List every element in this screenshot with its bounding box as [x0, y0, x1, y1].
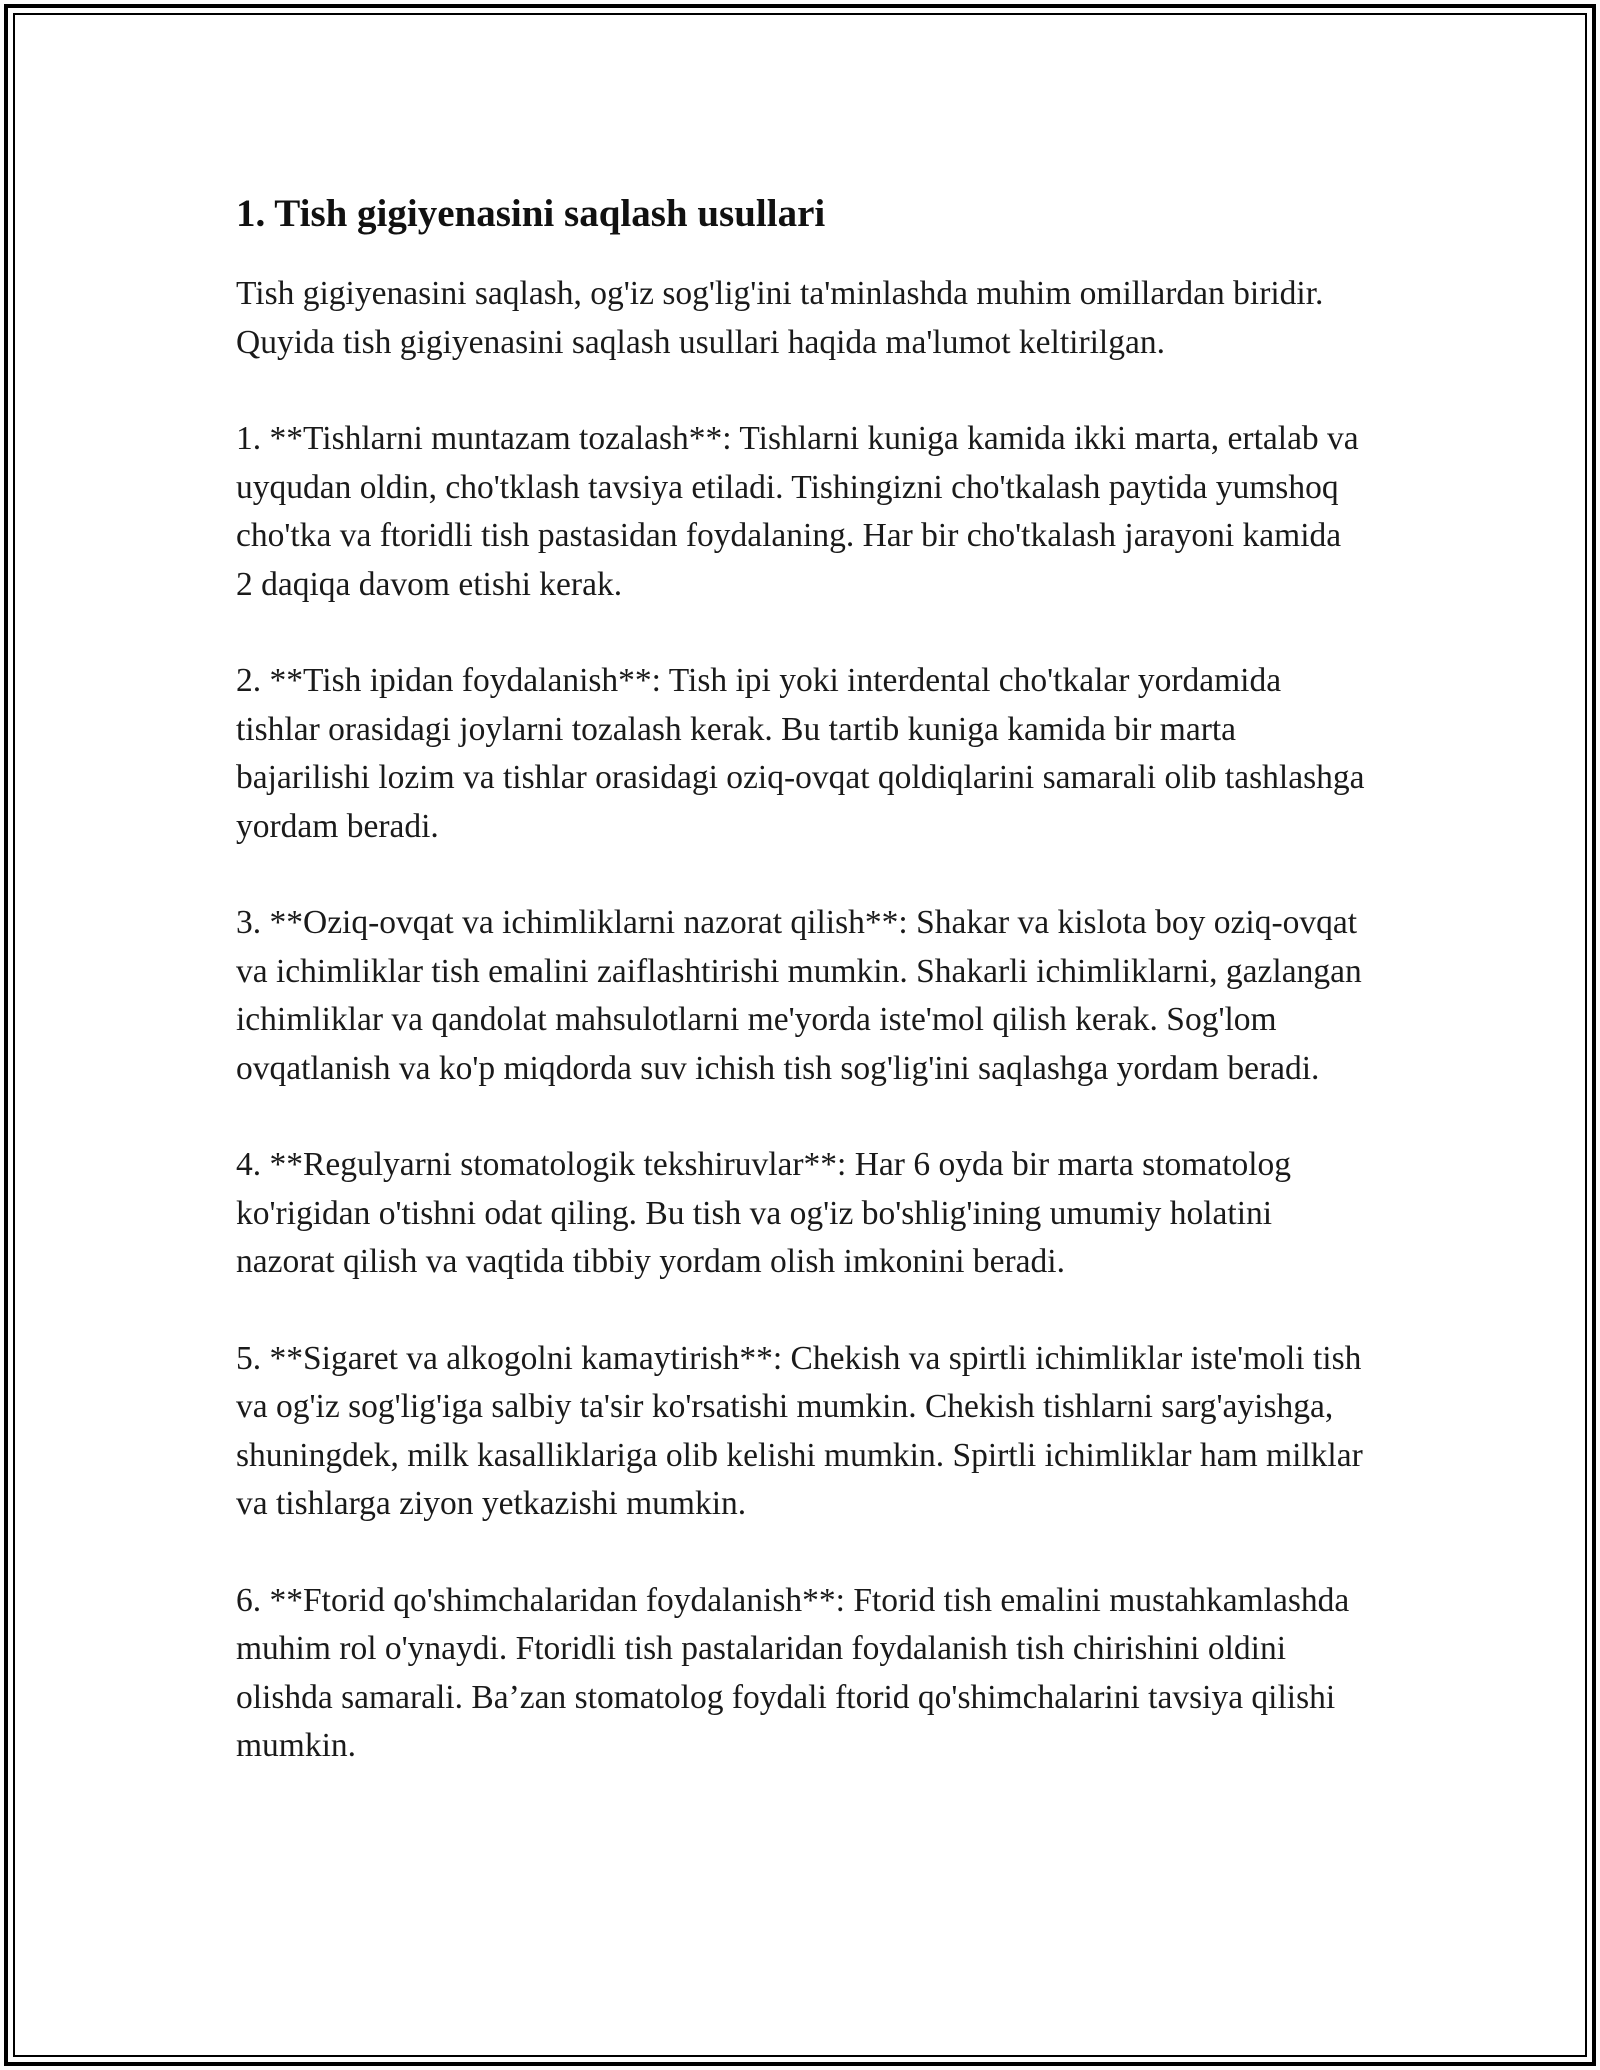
paragraph-item-1: 1. **Tishlarni muntazam tozalash**: Tishlarni kuniga kamida ikki marta, ertalab va uyqudan oldin, cho'tklash tavsiya etiladi. Tishingizni cho'tkalash paytida yumshoq cho'tka va ftoridli tish pastasidan foydalaning. Har bir cho'tkalash jarayoni kamida 2 daqiqa davom etishi kerak. [236, 420, 1359, 603]
document-title: 1. Tish gigiyenasini saqlash usullari [236, 192, 826, 235]
paragraph-item-5: 5. **Sigaret va alkogolni kamaytirish**: Chekish va spirtli ichimliklar iste'moli tish va og'iz sog'lig'iga salbiy ta'sir ko'rsatishi mumkin. Chekish tishlarni sarg'ayishga, shuningdek, milk kasalliklariga olib kelishi mumkin. Spirtli ichimliklar ham milklar va tishlarga ziyon yetkazishi mumkin. [236, 1339, 1363, 1522]
paragraph-item-6: 6. **Ftorid qo'shimchalaridan foydalanish**: Ftorid tish emalini mustahkamlashda muhim rol o'ynaydi. Ftoridli tish pastalaridan foydalanish tish chirishini oldini olishda samarali. Ba’zan stomatolog foydali ftorid qo'shimchalarini tavsiya qilishi mumkin. [236, 1581, 1350, 1764]
paragraph-item-2: 2. **Tish ipidan foydalanish**: Tish ipi yoki interdental cho'tkalar yordamida tishlar orasidagi joylarni tozalash kerak. Bu tartib kuniga kamida bir marta bajarilishi lozim va tishlar orasidagi oziq-ovqat qoldiqlarini samarali olib tashlashga yordam beradi. [236, 662, 1365, 845]
document-body [236, 190, 1366, 1819]
intro-paragraph: Tish gigiyenasini saqlash, og'iz sog'lig'ini ta'minlashda muhim omillardan biridir. Quyida tish gigiyenasini saqlash usullari haqida ma'lumot keltirilgan. [236, 275, 1324, 361]
paragraph-item-3: 3. **Oziq-ovqat va ichimliklarni nazorat qilish**: Shakar va kislota boy oziq-ovqat va ichimliklar tish emalini zaiflashtirishi mumkin. Shakarli ichimliklarni, gazlangan ichimliklar va qandolat mahsulotlarni me'yorda iste'mol qilish kerak. Sog'lom ovqatlanish va ko'p miqdorda suv ichish tish sog'lig'ini saqlashga yordam beradi. [236, 904, 1362, 1087]
paragraph-item-4: 4. **Regulyarni stomatologik tekshiruvlar**: Har 6 oyda bir marta stomatolog ko'rigidan o'tishni odat qiling. Bu tish va og'iz bo'shlig'ining umumiy holatini nazorat qilish va vaqtida tibbiy yordam olish imkonini beradi. [236, 1146, 1292, 1280]
